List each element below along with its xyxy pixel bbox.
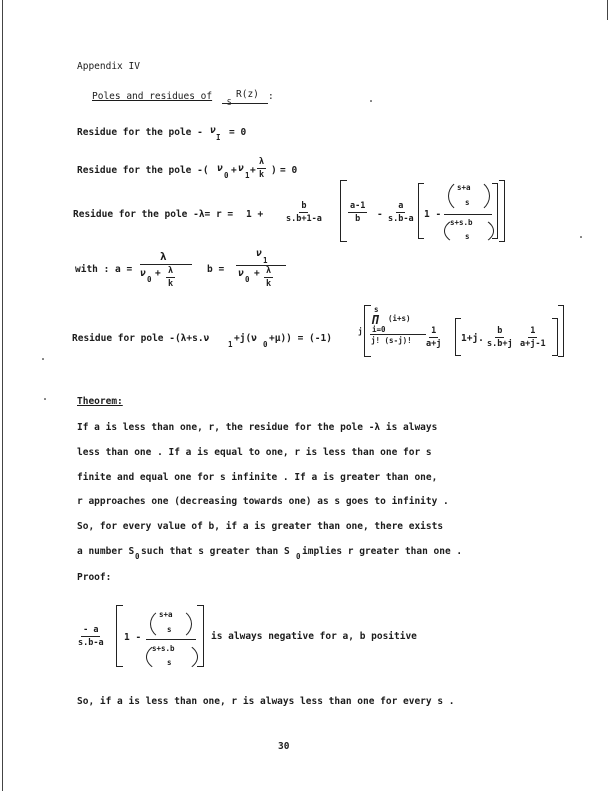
pole2-mid: +j(ν: [234, 333, 257, 344]
pole2-label: Residue for pole -(λ+s.ν: [72, 333, 210, 344]
pole2-prod-term: (i+s): [388, 314, 411, 323]
residue3-frac1-num: b: [301, 201, 307, 211]
proof-right-bracket: [197, 605, 204, 667]
with-a-den-lam: λ: [168, 266, 174, 276]
subtitle-colon: :: [268, 91, 274, 102]
residue1-label: Residue for the pole -: [77, 127, 203, 138]
proof-frac-den: s.b-a: [78, 638, 104, 648]
residue3-frac3-num: a: [398, 201, 404, 211]
with-b-num-sub: 1: [263, 256, 268, 265]
pole2-prod: Π: [371, 313, 379, 327]
residue3-frac2-num: a-1: [350, 201, 366, 211]
residue1-eq: = 0: [229, 127, 247, 138]
residue2-sub0: 0: [224, 171, 229, 180]
residue3-binom-bot-top: s+s.b: [450, 218, 473, 227]
with-b-fraction: [236, 247, 286, 291]
residue3-binom-top-top: s+a: [457, 183, 471, 192]
pole2-onej: 1+j.: [461, 333, 484, 344]
with-b-den-sub: 0: [245, 275, 250, 284]
residue3-binom-top-bot: s: [465, 198, 470, 207]
pole2-right-bracket: [558, 305, 564, 357]
residue3-binom-divider: [444, 214, 492, 215]
with-b-den-lam: λ: [266, 266, 272, 276]
with-b-label: b =: [207, 264, 225, 275]
residue3-frac3: [386, 201, 416, 224]
pole2-sub1: 1: [228, 340, 233, 349]
residue2-nu0: ν: [217, 163, 223, 174]
residue3-frac3-den: s.b-a: [388, 214, 414, 224]
residue3-frac2: [348, 201, 367, 224]
pole2-frac1: [424, 326, 443, 349]
residue2-close: ): [271, 165, 277, 176]
appendix-title: Appendix IV: [77, 61, 140, 72]
pole2-left-bracket: [364, 305, 371, 357]
with-a-num: λ: [160, 250, 167, 263]
proof-binom-top-bot: s: [167, 625, 172, 634]
proof-binom-bot-top: s+s.b: [152, 644, 175, 653]
pole2-den: j! (s-j)!: [371, 336, 412, 345]
proof-binom-top-top: s+a: [159, 610, 173, 619]
theorem-line-4: r approaches one (decreasing towards one) as s goes to infinity .: [77, 496, 449, 507]
with-a-den-plus: +: [155, 268, 161, 279]
proof-left-bracket: [116, 605, 123, 667]
residue1-nu-sub: I: [216, 133, 221, 142]
residue2-plus1: +: [231, 165, 237, 176]
section-subtitle: Poles and residues of: [92, 91, 213, 102]
residue3-one-minus: 1 -: [424, 209, 442, 220]
pole2-prod-bot: i=0: [372, 325, 386, 334]
residue2-plus2: +: [250, 165, 256, 176]
with-b-den-lam-k: [264, 266, 273, 289]
pole2-exp: j: [358, 327, 363, 336]
with-b-den-k: k: [266, 279, 272, 289]
proof-text: is always negative for a, b positive: [211, 631, 417, 642]
theorem-line-6c: implies r greater than one .: [302, 546, 463, 557]
theorem-line-5: So, for every value of b, if a is greater than one, there exists: [77, 521, 444, 532]
proof-title: Proof:: [77, 572, 112, 583]
theorem-line-6a: a number S: [77, 546, 135, 557]
with-b-bar: [236, 265, 286, 266]
theorem-line-6-sub2: 0: [296, 552, 301, 561]
with-b-num-nu: ν: [256, 248, 262, 259]
residue3-label: Residue for the pole -λ= r =: [73, 209, 234, 220]
residue2-nu1: ν: [238, 163, 244, 174]
residue3-right-bracket: [499, 180, 505, 242]
theorem-line-3: finite and equal one for s infinite . If a is greater than one,: [77, 472, 438, 483]
pole2-frac2-den: s.b+j: [487, 339, 513, 349]
residue3-frac1: [284, 201, 324, 224]
residue2-k: k: [259, 170, 265, 180]
with-a-den-k: k: [168, 279, 174, 289]
residue2-lambda: λ: [259, 157, 265, 167]
proof-frac: [76, 625, 106, 648]
proof-conclusion: So, if a is less than one, r is always less than one for every s .: [77, 696, 455, 707]
pole2-frac2: [485, 326, 515, 349]
with-a-bar: [140, 264, 192, 265]
proof-one-minus: 1 -: [124, 632, 142, 643]
residue3-frac2-den: b: [355, 214, 361, 224]
theorem-line-1: If a is less than one, r, the residue for the pole -λ is always: [77, 422, 438, 433]
theorem-line-2: less than one . If a is equal to one, r is less than one for s: [77, 447, 432, 458]
proof-frac-num: - a: [83, 625, 99, 635]
with-a-fraction: [140, 249, 192, 291]
speck: [44, 398, 46, 400]
residue3-inner-right-bracket: [492, 183, 498, 239]
residue2-eq: = 0: [280, 165, 298, 176]
proof-binom-divider: [146, 639, 196, 640]
with-a-den-lam-k: [166, 266, 175, 289]
residue3-minus: -: [377, 209, 383, 220]
page-right-edge: [607, 0, 608, 20]
subtitle-s-sub: S: [227, 98, 232, 107]
pole2-main-bar: [370, 334, 426, 335]
pole2-frac2-num: b: [497, 326, 503, 336]
with-a-den-nu: ν: [140, 268, 146, 279]
with-b-den-nu: ν: [238, 268, 244, 279]
pole2-tail: +μ)) = (-1): [269, 333, 332, 344]
pole2-frac1-den: a+j: [426, 339, 442, 349]
residue3-binom-bot-bot: s: [465, 232, 470, 241]
speck: [370, 100, 372, 102]
proof-binom-bot-bot: s: [167, 658, 172, 667]
residue3-left-bracket: [340, 180, 347, 242]
pole2-sub0: 0: [263, 340, 268, 349]
residue2-sub1: 1: [245, 171, 250, 180]
subtitle-underline: [222, 103, 268, 104]
theorem-title: Theorem:: [77, 396, 123, 407]
with-a-den-sub: 0: [147, 275, 152, 284]
theorem-line-6-sub1: 0: [135, 552, 140, 561]
pole2-frac3: [518, 326, 548, 349]
residue2-lambda-over-k: [257, 157, 266, 180]
residue3-one: 1 +: [246, 209, 264, 220]
theorem-line-6b: such that s greater than S: [141, 546, 290, 557]
with-label: with : a =: [75, 264, 133, 275]
residue3-frac1-den: s.b+1-a: [286, 214, 322, 224]
pole2-prod-top: s: [374, 305, 379, 314]
pole2-frac3-num: 1: [530, 326, 536, 336]
speck: [580, 236, 582, 238]
speck: [42, 358, 44, 360]
subtitle-rz: R(z): [236, 89, 259, 100]
pole2-frac1-num: 1: [431, 326, 437, 336]
page-number: 30: [278, 741, 290, 752]
residue2-label: Residue for the pole -(: [77, 165, 209, 176]
residue1-nu: ν: [210, 125, 216, 136]
with-b-den-plus: +: [254, 268, 260, 279]
pole2-frac3-den: a+j-1: [520, 339, 546, 349]
page-left-edge: [2, 0, 3, 791]
